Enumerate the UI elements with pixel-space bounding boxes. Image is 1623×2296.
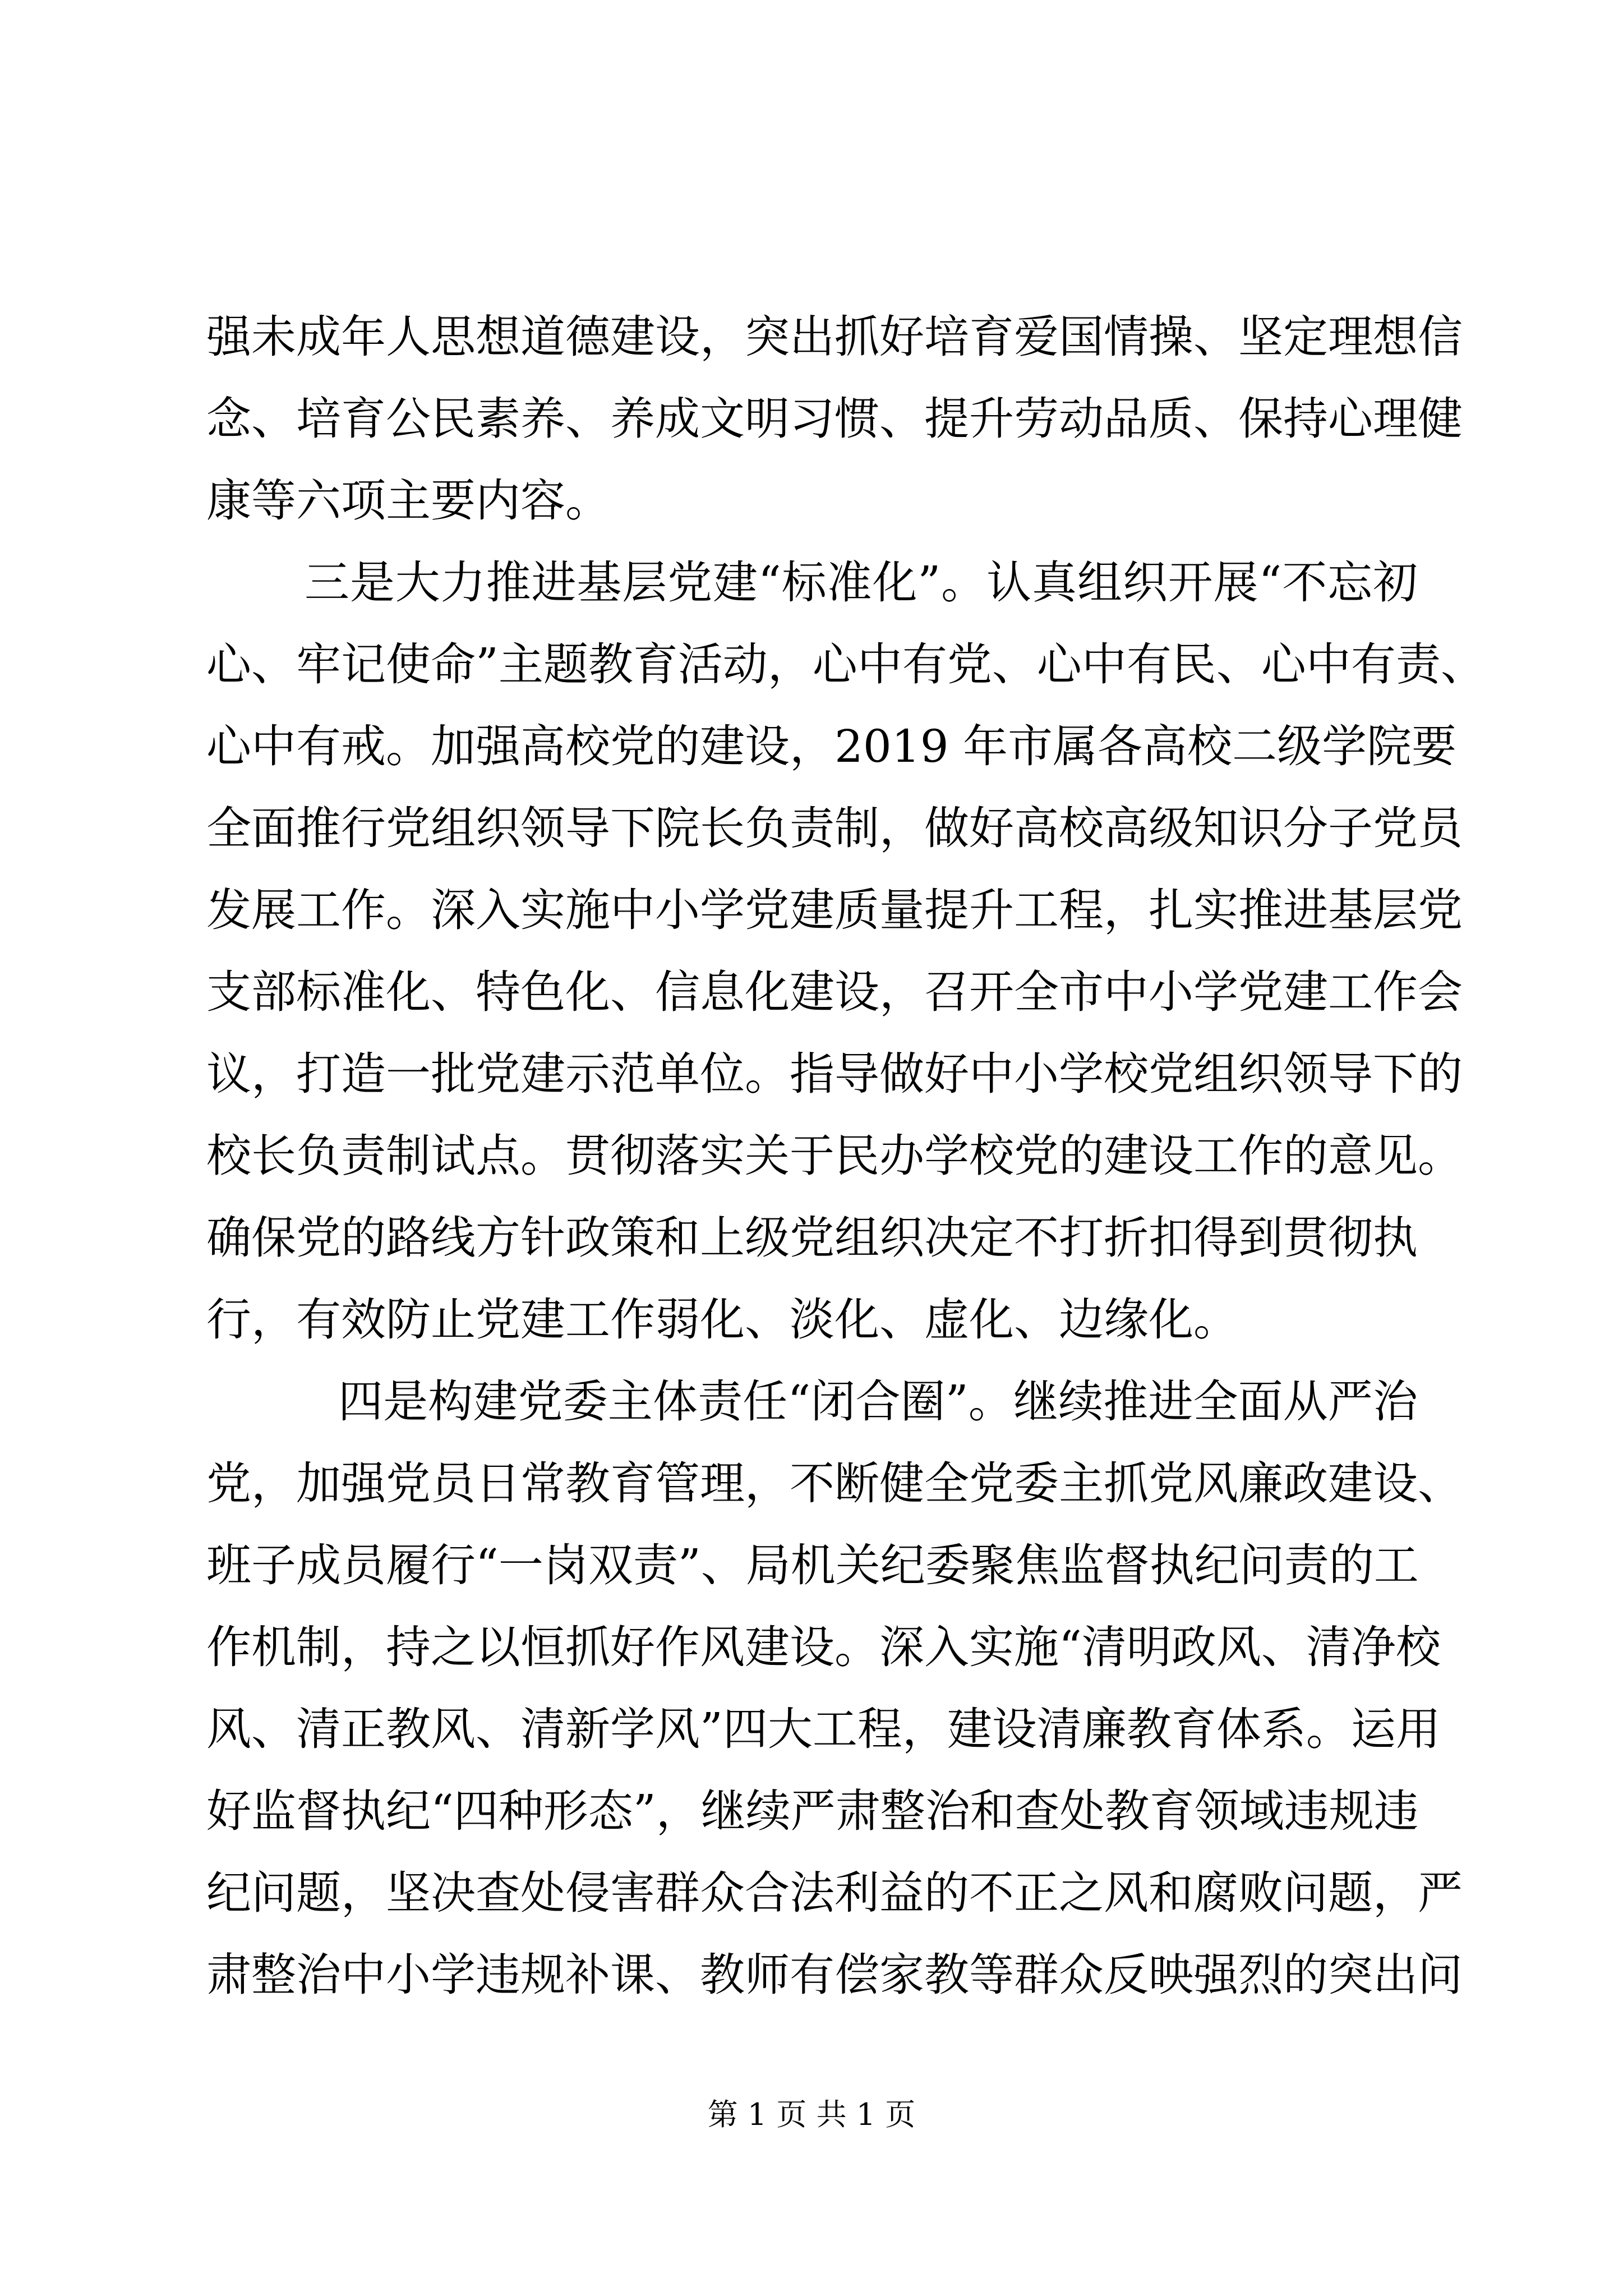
paragraph-first-line: 三是大力推进基层党建“标准化”。认真组织开展“不忘初 — [305, 556, 1418, 609]
body-text-line: 强未成年人思想道德建设，突出抓好培育爱国情操、坚定理想信 — [206, 311, 1463, 363]
body-text-line: 念、培育公民素养、养成文明习惯、提升劳动品质、保持心理健 — [206, 393, 1463, 445]
body-text-line: 党，加强党员日常教育管理，不断健全党委主抓党风廉政建设、 — [206, 1457, 1463, 1510]
paragraph-first-line: 四是构建党委主体责任“闭合圈”。继续推进全面从严治 — [338, 1375, 1418, 1428]
page-footer — [0, 2095, 1623, 2134]
body-text-line: 肃整治中小学违规补课、教师有偿家教等群众反映强烈的突出问 — [206, 1949, 1463, 2001]
body-text-line: 作机制，持之以恒抓好作风建设。深入实施“清明政风、清净校 — [206, 1621, 1441, 1673]
body-text-line: 全面推行党组织领导下院长负责制，做好高校高级知识分子党员 — [206, 802, 1463, 854]
body-text-line: 班子成员履行“一岗双责”、局机关纪委聚焦监督执纪问责的工 — [206, 1539, 1419, 1591]
body-text-line: 心中有戒。加强高校党的建设，2019 年市属各高校二级学院要 — [206, 720, 1457, 772]
body-text-line: 康等六项主要内容。 — [206, 475, 610, 527]
body-text-line: 纪问题，坚决查处侵害群众合法利益的不正之风和腐败问题，严 — [206, 1867, 1463, 1919]
document-body — [206, 296, 1486, 2016]
body-text-line: 心、牢记使命”主题教育活动，心中有党、心中有民、心中有责、 — [206, 638, 1486, 691]
body-text-line: 好监督执纪“四种形态”，继续严肃整治和查处教育领域违规违 — [206, 1785, 1419, 1837]
body-text-line: 校长负责制试点。贯彻落实关于民办学校党的建设工作的意见。 — [206, 1130, 1463, 1182]
body-text-line: 支部标准化、特色化、信息化建设，召开全市中小学党建工作会 — [206, 966, 1463, 1018]
body-text-line: 行，有效防止党建工作弱化、淡化、虚化、边缘化。 — [206, 1294, 1238, 1346]
body-text-line: 发展工作。深入实施中小学党建质量提升工程，扎实推进基层党 — [206, 884, 1463, 936]
body-text-line: 风、清正教风、清新学风”四大工程，建设清廉教育体系。运用 — [206, 1703, 1441, 1755]
body-text-line: 议，打造一批党建示范单位。指导做好中小学校党组织领导下的 — [206, 1048, 1463, 1100]
page-number-label: 第 1 页 共 1 页 — [707, 2097, 916, 2132]
body-text-line: 确保党的路线方针政策和上级党组织决定不打折扣得到贯彻执 — [206, 1212, 1418, 1264]
